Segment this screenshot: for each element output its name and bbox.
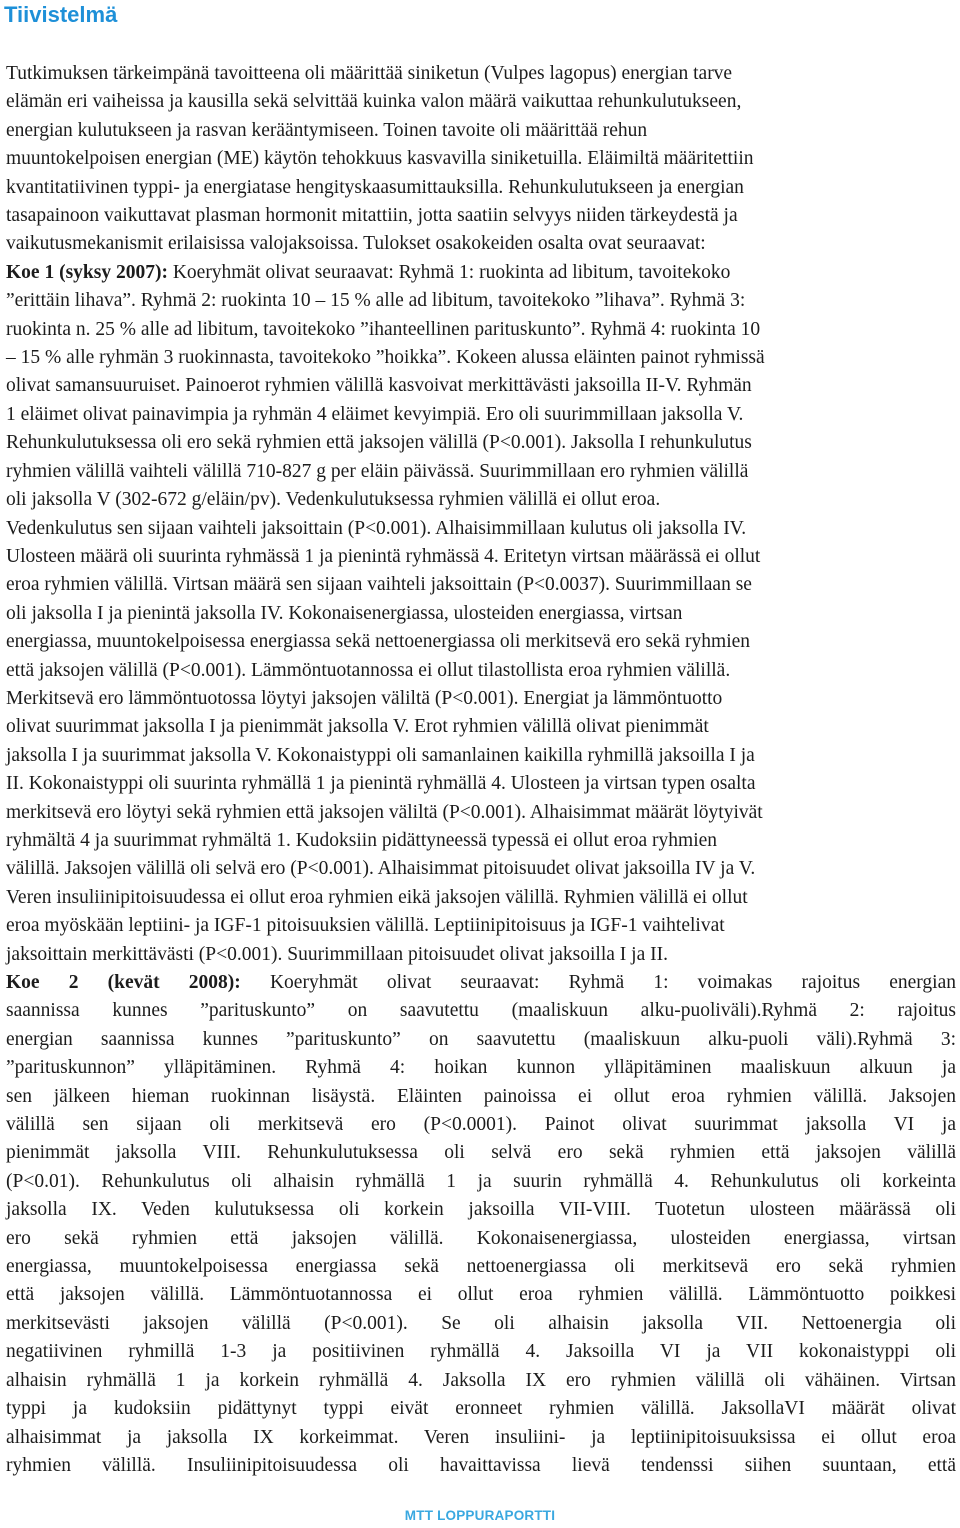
line-text: kvantitatiivinen typpi- ja energiatase hengityskaasumittauksilla. Rehunkulutukseen ja energian [6, 176, 744, 198]
text-line [6, 657, 956, 685]
text-line [6, 713, 956, 741]
text-line [6, 969, 956, 997]
text-line [6, 1424, 956, 1452]
text-line [6, 1281, 956, 1309]
line-text: ryhmien välillä vaihteli välillä 710-827 g per eläin päivässä. Suurimmillaan ero ryhmien välillä [6, 460, 749, 482]
line-text: Vedenkulutus sen sijaan vaihteli jaksoittain (P<0.001). Alhaisimmillaan kulutus oli jaksolla IV. [6, 517, 747, 539]
text-line [6, 1395, 956, 1423]
line-text: eroa ryhmien välillä. Virtsan määrä sen sijaan vaihteli jaksoittain (P<0.0037). Suurimmillaan se [6, 574, 752, 596]
line-text: Tutkimuksen tärkeimpänä tavoitteena oli määrittää siniketun (Vulpes lagopus) energian tarve [6, 63, 733, 84]
text-line [6, 941, 956, 969]
experiment-label: Koe 2 (kevät 2008): [6, 972, 241, 993]
text-line [6, 1111, 956, 1139]
page-footer: MTT LOPPURAPORTTI [404, 1508, 556, 1523]
line-text: Veren insuliinipitoisuudessa ei ollut eroa ryhmien eikä jaksojen välillä. Ryhmien välillä ei ollut [6, 886, 748, 908]
line-text: energiassa, muuntokelpoisessa energiassa sekä nettoenergiassa oli merkitsevä ero sekä ryhmien [6, 631, 751, 653]
line-text: jaksolla I ja suurimmat jaksolla V. Kokonaistyppi oli samanlainen kaikilla ryhmillä jaksoilla I ja [6, 744, 755, 766]
line-text: energian saannissa kunnes ”parituskunto” on saavutettu (maaliskuun alku-puoli väli).Ryhmä 3: [6, 1028, 956, 1050]
line-text: jaksolla IX. Veden kulutuksessa oli korkein jaksoilla VII-VIII. Tuotetun ulosteen määrässä oli [6, 1199, 956, 1221]
text-line [6, 1338, 956, 1366]
text-line [6, 571, 956, 599]
text-line [6, 600, 956, 628]
line-text: energian kulutukseen ja rasvan kerääntymiseen. Toinen tavoite oli määrittää rehun [6, 119, 648, 141]
text-line [6, 117, 956, 145]
text-line [6, 429, 956, 457]
text-line [6, 827, 956, 855]
line-text: oli jaksolla V (302-672 g/eläin/pv). Vedenkulutuksessa ryhmien välillä ei ollut eroa. [6, 489, 661, 511]
text-line [6, 884, 956, 912]
line-text: Rehunkulutuksessa oli ero sekä ryhmien että jaksojen välillä (P<0.001). Jaksolla I rehunkulutus [6, 432, 752, 454]
line-text: pienimmät jaksolla VIII. Rehunkulutuksessa oli selvä ero sekä ryhmien että jaksojen välillä [6, 1142, 956, 1164]
line-text: Koeryhmät olivat seuraavat: Ryhmä 1: voimakas rajoitus energian [240, 972, 956, 993]
text-line [6, 515, 956, 543]
line-text: ”parituskunnon” ylläpitäminen. Ryhmä 4: hoikan kunnon ylläpitäminen maaliskuun alkuun ja [6, 1057, 956, 1079]
line-text: merkitsevästi jaksojen välillä (P<0.001). Se oli alhaisin jaksolla VII. Nettoenergia oli [6, 1312, 956, 1334]
line-text: elämän eri vaiheissa ja kausilla sekä selvittää kuinka valon määrä vaikuttaa rehunkulutukseen, [6, 91, 742, 113]
line-text: energiassa, muuntokelpoisessa energiassa sekä nettoenergiassa oli merkitsevä ero sekä ryhmien [6, 1256, 956, 1278]
text-line [6, 88, 956, 116]
text-line [6, 259, 956, 287]
text-line [6, 1310, 956, 1338]
text-line [6, 174, 956, 202]
text-line [6, 372, 956, 400]
abstract-body [6, 60, 956, 1480]
text-line [6, 458, 956, 486]
line-text: ruokinta n. 25 % alle ad libitum, tavoitekoko ”ihanteellinen parituskunto”. Ryhmä 4: ruokinta 10 [6, 318, 761, 340]
text-line [6, 1083, 956, 1111]
line-text: Koeryhmät olivat seuraavat: Ryhmä 1: ruokinta ad libitum, tavoitekoko [167, 261, 731, 283]
line-text: vaikutusmekanismit erilaisissa valojaksoissa. Tulokset osakokeiden osalta ovat seuraavat: [6, 233, 706, 255]
line-text: olivat suurimmat jaksolla I ja pienimmät jaksolla V. Erot ryhmien välillä olivat pienimmät [6, 716, 709, 738]
line-text: ero sekä ryhmien että jaksojen välillä. Kokonaisenergiassa, ulosteiden energiassa, virtsan [6, 1227, 956, 1249]
text-line [6, 855, 956, 883]
text-line [6, 543, 956, 571]
text-line [6, 316, 956, 344]
text-line [6, 1452, 956, 1480]
line-text: 1 eläimet olivat painavimpia ja ryhmän 4 eläimet kevyimpiä. Ero oli suurimmillaan jaksolla V. [6, 403, 744, 425]
line-text: Ulosteen määrä oli suurinta ryhmässä 1 ja pienintä ryhmässä 4. Eritetyn virtsan määrässä ei ollut [6, 545, 761, 567]
line-text: tasapainoon vaikuttavat plasman hormonit mitattiin, jotta saatiin selvyys niiden tärkeydestä ja [6, 205, 738, 227]
text-line [6, 685, 956, 713]
text-line [6, 742, 956, 770]
text-line [6, 1196, 956, 1224]
text-line [6, 145, 956, 173]
text-line [6, 202, 956, 230]
text-line [6, 1253, 956, 1281]
text-line [6, 997, 956, 1025]
section-heading: Tiivistelmä [4, 2, 118, 27]
line-text: eroa myöskään leptiini- ja IGF-1 pitoisuuksien välillä. Leptiinipitoisuus ja IGF-1 vaihtelivat [6, 915, 725, 937]
text-line [6, 1225, 956, 1253]
line-text: saannissa kunnes ”parituskunto” on saavutettu (maaliskuun alku-puoliväli).Ryhmä 2: rajoitus [6, 1000, 956, 1022]
line-text: alhaisimmat ja jaksolla IX korkeimmat. Veren insuliini- ja leptiinipitoisuuksissa ei ollut eroa [6, 1426, 956, 1448]
experiment-label: Koe 1 (syksy 2007): [6, 261, 168, 283]
line-text: välillä. Jaksojen välillä oli selvä ero (P<0.001). Alhaisimmat pitoisuudet olivat jaksoilla IV ja V. [6, 858, 756, 880]
line-text: että jaksojen välillä. Lämmöntuotannossa ei ollut eroa ryhmien välillä. Lämmöntuotto poikkesi [6, 1284, 956, 1306]
text-line [6, 770, 956, 798]
line-text: että jaksojen välillä (P<0.001). Lämmöntuotannossa ei ollut tilastollista eroa ryhmien välillä. [6, 659, 731, 681]
line-text: ryhmien välillä. Insuliinipitoisuudessa oli havaittavissa lievä tendenssi siihen suuntaan, että [6, 1454, 956, 1476]
text-line [6, 1367, 956, 1395]
text-line [6, 287, 956, 315]
text-line [6, 1168, 956, 1196]
text-line [6, 912, 956, 940]
text-line [6, 1139, 956, 1167]
line-text: Merkitsevä ero lämmöntuotossa löytyi jaksojen väliltä (P<0.001). Energiat ja lämmöntuotto [6, 687, 723, 709]
line-text: merkitsevä ero löytyi sekä ryhmien että jaksojen väliltä (P<0.001). Alhaisimmat määrät löytyivät [6, 801, 763, 823]
line-text: typpi ja kudoksiin pidättynyt typpi eivät eronneet ryhmien välillä. JaksollaVI määrät olivat [6, 1398, 956, 1420]
line-text: ryhmältä 4 ja suurimmat ryhmältä 1. Kudoksiin pidättyneessä typessä ei ollut eroa ryhmien [6, 829, 718, 851]
line-text: negatiivinen ryhmillä 1-3 ja positiivinen ryhmällä 4. Jaksoilla VI ja VII kokonaistyppi oli [6, 1341, 956, 1363]
text-line [6, 1026, 956, 1054]
line-text: – 15 % alle ryhmän 3 ruokinnasta, tavoitekoko ”hoikka”. Kokeen alussa eläinten painot ryhmissä [6, 347, 765, 369]
line-text: olivat samansuuruiset. Painoerot ryhmien välillä kasvoivat merkittävästi jaksoilla II-V. Ryhmän [6, 375, 752, 397]
text-line [6, 628, 956, 656]
line-text: sen jälkeen hieman ruokinnan lisäystä. Eläinten painoissa ei ollut eroa ryhmien välillä. Jaksojen [6, 1085, 956, 1107]
line-text: II. Kokonaistyppi oli suurinta ryhmällä 1 ja pienintä ryhmällä 4. Ulosteen ja virtsan typen osalta [6, 773, 756, 795]
line-text: oli jaksolla I ja pienintä jaksolla IV. Kokonaisenergiassa, ulosteiden energiassa, virtsan [6, 602, 683, 624]
text-line [6, 60, 956, 88]
text-line [6, 230, 956, 258]
text-line [6, 344, 956, 372]
text-line [6, 1054, 956, 1082]
line-text: alhaisin ryhmällä 1 ja korkein ryhmällä 4. Jaksolla IX ero ryhmien välillä oli vähäinen. Virtsan [6, 1369, 956, 1391]
line-text: välillä sen sijaan oli merkitsevä ero (P<0.0001). Painot olivat suurimmat jaksolla VI ja [6, 1114, 956, 1136]
line-text: jaksoittain merkittävästi (P<0.001). Suurimmillaan pitoisuudet olivat jaksoilla I ja II. [6, 943, 668, 965]
line-text: muuntokelpoisen energian (ME) käytön tehokkuus kasvavilla siniketuilla. Eläimiltä määritettiin [6, 148, 754, 170]
text-line [6, 799, 956, 827]
line-text: ”erittäin lihava”. Ryhmä 2: ruokinta 10 – 15 % alle ad libitum, tavoitekoko ”lihava”. Ryhmä 3: [6, 290, 746, 312]
text-line [6, 401, 956, 429]
line-text: (P<0.01). Rehunkulutus oli alhaisin ryhmällä 1 ja suurin ryhmällä 4. Rehunkulutus oli korkeinta [6, 1170, 956, 1192]
text-line [6, 486, 956, 514]
